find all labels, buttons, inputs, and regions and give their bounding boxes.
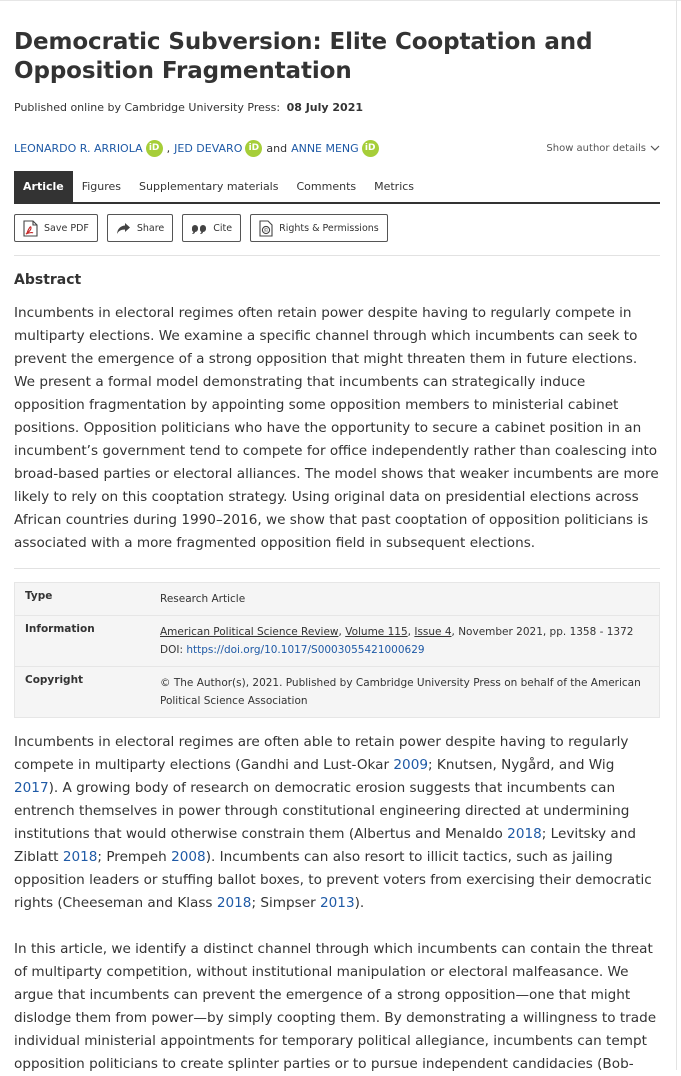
citation-link[interactable]: 2017: [14, 780, 49, 796]
paragraph-text: ). A growing body of research on democratic erosion suggests that incumbents can entrench themselves in power through constitutional engineering directed at undermining institutions that would otherwise constrain them (Albertus and Menaldo: [14, 780, 630, 842]
info-key: Information: [25, 623, 95, 635]
info-row-type: [15, 583, 659, 616]
article-toolbar: [14, 214, 660, 242]
pages-text: November 2021, pp. 1358 - 1372: [458, 626, 634, 638]
paragraph-text: ; Knutsen, Nygård, and Wig: [428, 757, 615, 773]
body-paragraph-1: [14, 731, 660, 915]
published-line: [14, 100, 660, 115]
cite-label: Cite: [213, 222, 233, 234]
citation-link[interactable]: 2018: [216, 895, 252, 911]
share-icon: [116, 222, 131, 235]
doi-prefix: DOI:: [160, 644, 183, 656]
abstract-text: Incumbents in electoral regimes often retain power despite having to regularly compete in multiparty elections. We examine a specific channel through which incumbents can seek to prevent the emergence of a strong opposition that might threaten them in future elections. We present a formal model demonstrating that incumbents can strategically induce opposition fragmentation by appointing some opposition members to ministerial cabinet positions. Opposition politicians who have the opportunity to secure a cabinet position in an incumbent’s government tend to compete for office independently rather than coalescing into broad-based parties or electoral alliances. The model shows that weaker incumbents are more likely to rely on this cooptation strategy. Using original data on presidential elections across African countries during 1990–2016, we show that past cooptation of opposition politicians is associated with a more fragmented opposition field in subsequent elections.: [14, 305, 659, 551]
quote-icon: [191, 223, 207, 234]
paragraph-text: ; Simpser: [251, 895, 320, 911]
show-author-details-label: Show author details: [546, 142, 646, 154]
citation-link[interactable]: 2009: [393, 757, 429, 773]
paragraph-text: ). Incumbents can also resort to illicit tactics, such as jailing opposition leaders or stuffing ballot boxes, to prevent voters from exercising their democratic rights (Cheeseman and Klass: [14, 849, 652, 911]
author-link-meng[interactable]: ANNE MENG: [291, 141, 359, 155]
tab-article[interactable]: Article: [14, 171, 73, 202]
body-paragraph-2: [14, 938, 660, 1076]
article-info-table: [14, 582, 660, 718]
tab-metrics[interactable]: Metrics: [374, 180, 415, 193]
tab-supplementary-materials[interactable]: Supplementary materials: [139, 180, 279, 193]
pdf-icon: [23, 220, 38, 237]
citation-link[interactable]: 2013: [320, 895, 355, 911]
paragraph-text: In this article, we identify a distinct channel through which incumbents can contain the threat of multiparty competition, without institutional manipulation or electoral malfeasance. We argue that incumbents can prevent the emergence of a strong opposition—one that might dislodge them from power—by simply coopting them. By demonstrating a willingness to trade individual ministerial appointments for temporary political allegiance, incumbents can tempt opposition politicians to create splinter parties or to pursue independent candidacies (Bob-: [14, 941, 657, 1072]
cite-button[interactable]: [182, 214, 241, 242]
author-link-arriola[interactable]: LEONARDO R. ARRIOLA: [14, 141, 143, 155]
info-value: American Political Science Review, Volume 115, Issue 4, November 2021, pp. 1358 - 1372 DOI: https://doi.org/10.1017/S0003055421000629: [160, 626, 634, 656]
published-prefix: Published online by Cambridge University Press:: [14, 101, 281, 114]
divider: [14, 255, 660, 256]
save-pdf-button[interactable]: [14, 214, 98, 242]
divider: [14, 568, 660, 569]
author-list: [14, 138, 660, 158]
chevron-down-icon: [650, 145, 660, 152]
rights-permissions-label: Rights & Permissions: [279, 222, 379, 234]
info-row-copyright: [15, 667, 659, 717]
paragraph-text: Incumbents in electoral regimes are often able to retain power despite having to regularly compete in multiparty elections (Gandhi and Lust-Okar: [14, 734, 629, 773]
info-value: © The Author(s), 2021. Published by Cambridge University Press on behalf of the American Political Science Association: [160, 677, 641, 707]
author-conjunction: and: [266, 141, 288, 155]
orcid-icon[interactable]: iD: [362, 140, 379, 157]
orcid-icon[interactable]: iD: [146, 140, 163, 157]
paragraph-text: ).: [354, 895, 365, 911]
paragraph-text: ; Levitsky and Ziblatt: [14, 826, 636, 865]
abstract-heading: Abstract: [14, 272, 82, 288]
save-pdf-label: Save PDF: [44, 222, 89, 234]
volume-link[interactable]: Volume 115: [345, 626, 408, 638]
show-author-details-button[interactable]: [546, 143, 660, 154]
orcid-icon[interactable]: iD: [245, 140, 262, 157]
info-key: Type: [25, 590, 53, 602]
journal-link[interactable]: American Political Science Review: [160, 626, 339, 638]
citation-link[interactable]: 2008: [171, 849, 206, 865]
published-date: 08 July 2021: [286, 101, 364, 114]
issue-link[interactable]: Issue 4: [414, 626, 452, 638]
info-row-information: [15, 616, 659, 667]
right-border: [676, 0, 677, 1070]
article-title: Democratic Subversion: Elite Cooptation and Opposition Fragmentation: [14, 29, 593, 84]
tab-figures[interactable]: Figures: [81, 180, 122, 193]
doi-link[interactable]: https://doi.org/10.1017/S0003055421000629: [186, 644, 425, 656]
citation-link[interactable]: 2018: [507, 826, 542, 842]
top-border: [0, 0, 681, 1]
tab-comments[interactable]: Comments: [296, 180, 357, 193]
share-button[interactable]: [107, 214, 173, 242]
citation-link[interactable]: 2018: [62, 849, 98, 865]
article-tabs: [14, 171, 660, 204]
author-separator: ,: [166, 141, 171, 155]
rights-icon: [259, 220, 273, 237]
author-link-devaro[interactable]: JED DEVARO: [174, 141, 243, 155]
svg-text:©: ©: [263, 227, 269, 234]
share-label: Share: [136, 222, 165, 234]
info-value: Research Article: [160, 593, 246, 605]
info-key: Copyright: [25, 674, 84, 686]
rights-permissions-button[interactable]: [250, 214, 388, 242]
article-page: [14, 28, 660, 1076]
paragraph-text: ; Prempeh: [97, 849, 172, 865]
